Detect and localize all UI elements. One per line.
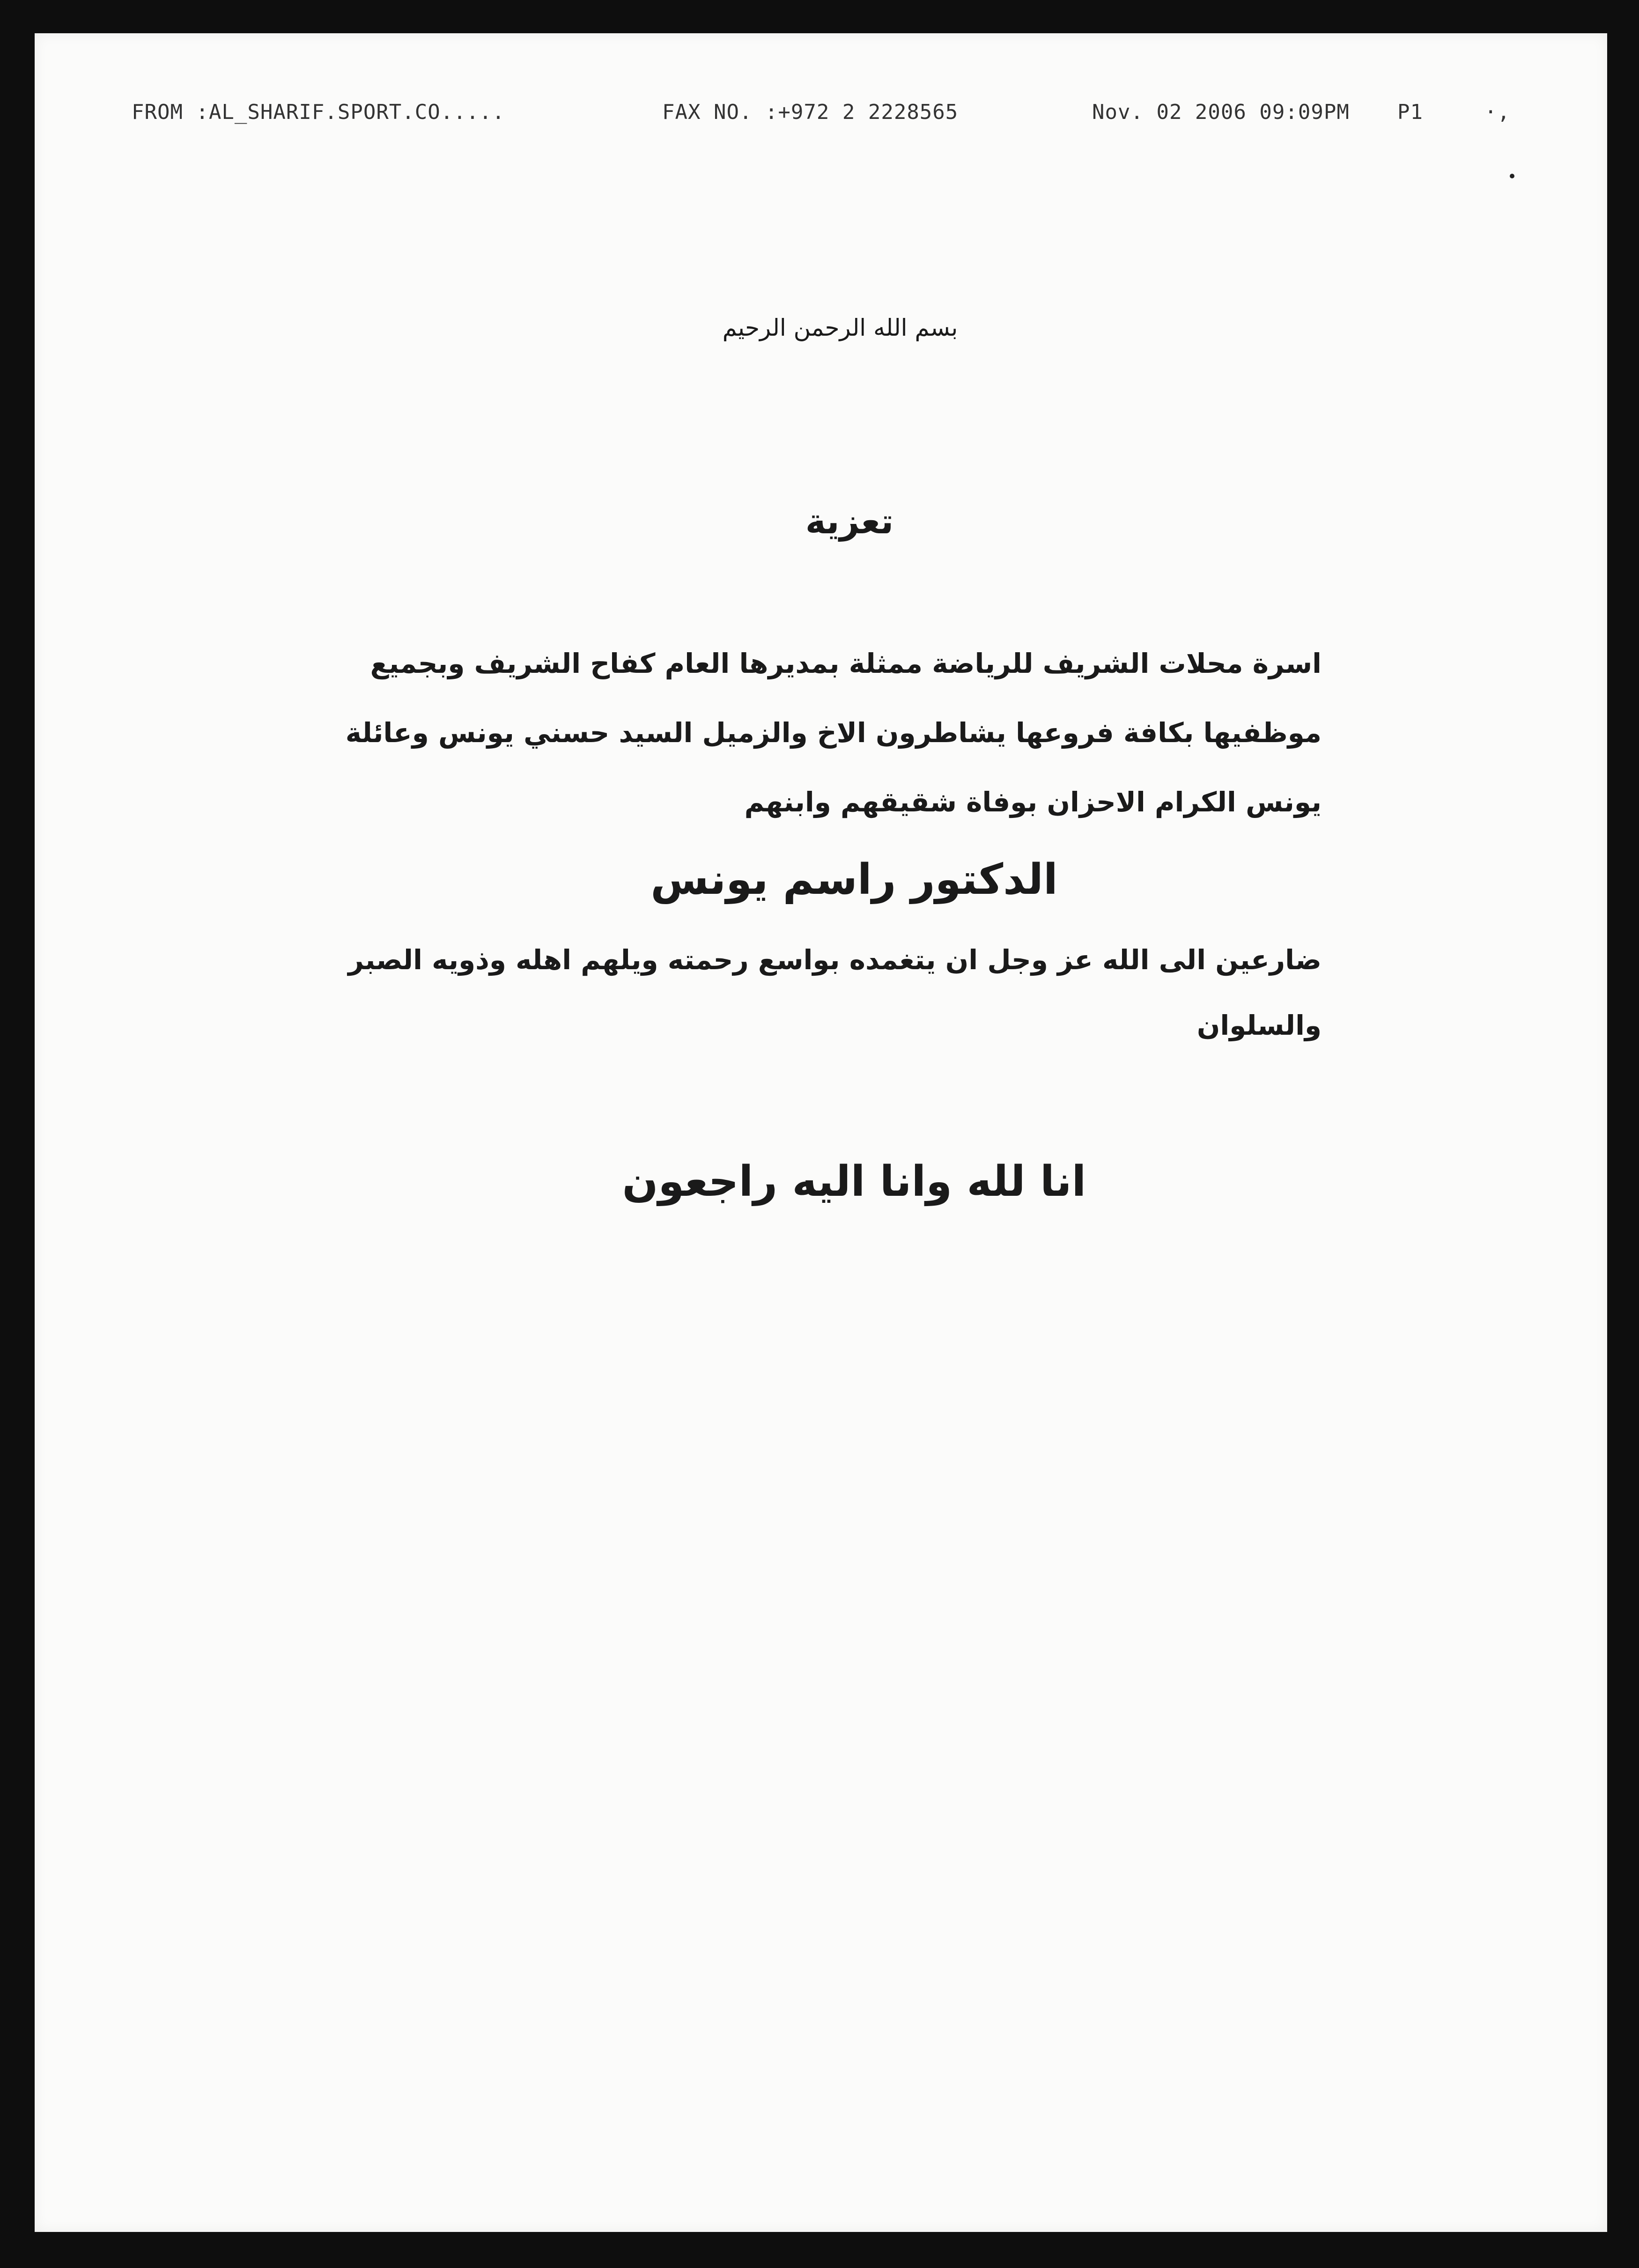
- fax-page-number: P1: [1397, 100, 1423, 124]
- deceased-name: الدكتور راسم يونس: [650, 855, 1058, 904]
- fax-page: [35, 33, 1607, 2232]
- body-line-3: يونس الكرام الاحزان بوفاة شقيقهم وابنهم: [744, 786, 1322, 818]
- prayer-line-1: ضارعين الى الله عز وجل ان يتغمده بواسع رحمته ويلهم اهله وذويه الصبر: [348, 944, 1322, 976]
- fax-date-time: Nov. 02 2006 09:09PM: [1092, 100, 1350, 124]
- fax-mark: ·,: [1484, 100, 1510, 124]
- closing-phrase: انا لله وانا اليه راجعون: [622, 1157, 1086, 1206]
- letter-title: تعزية: [805, 501, 894, 542]
- body-line-2: موظفيها بكافة فروعها يشاطرون الاخ والزميل السيد حسني يونس وعائلة: [345, 717, 1322, 749]
- fax-number: FAX NO. :+972 2 2228565: [662, 100, 959, 124]
- fax-header: [35, 100, 1607, 128]
- prayer-line-2: والسلوان: [1196, 1009, 1322, 1041]
- fax-from: FROM :AL_SHARIF.SPORT.CO.....: [132, 100, 505, 124]
- toner-speck: [1510, 174, 1514, 178]
- basmala: بسم الله الرحمن الرحيم: [722, 314, 958, 341]
- body-line-1: اسرة محلات الشريف للرياضة ممثلة بمديرها العام كفاح الشريف وبجميع: [370, 648, 1322, 679]
